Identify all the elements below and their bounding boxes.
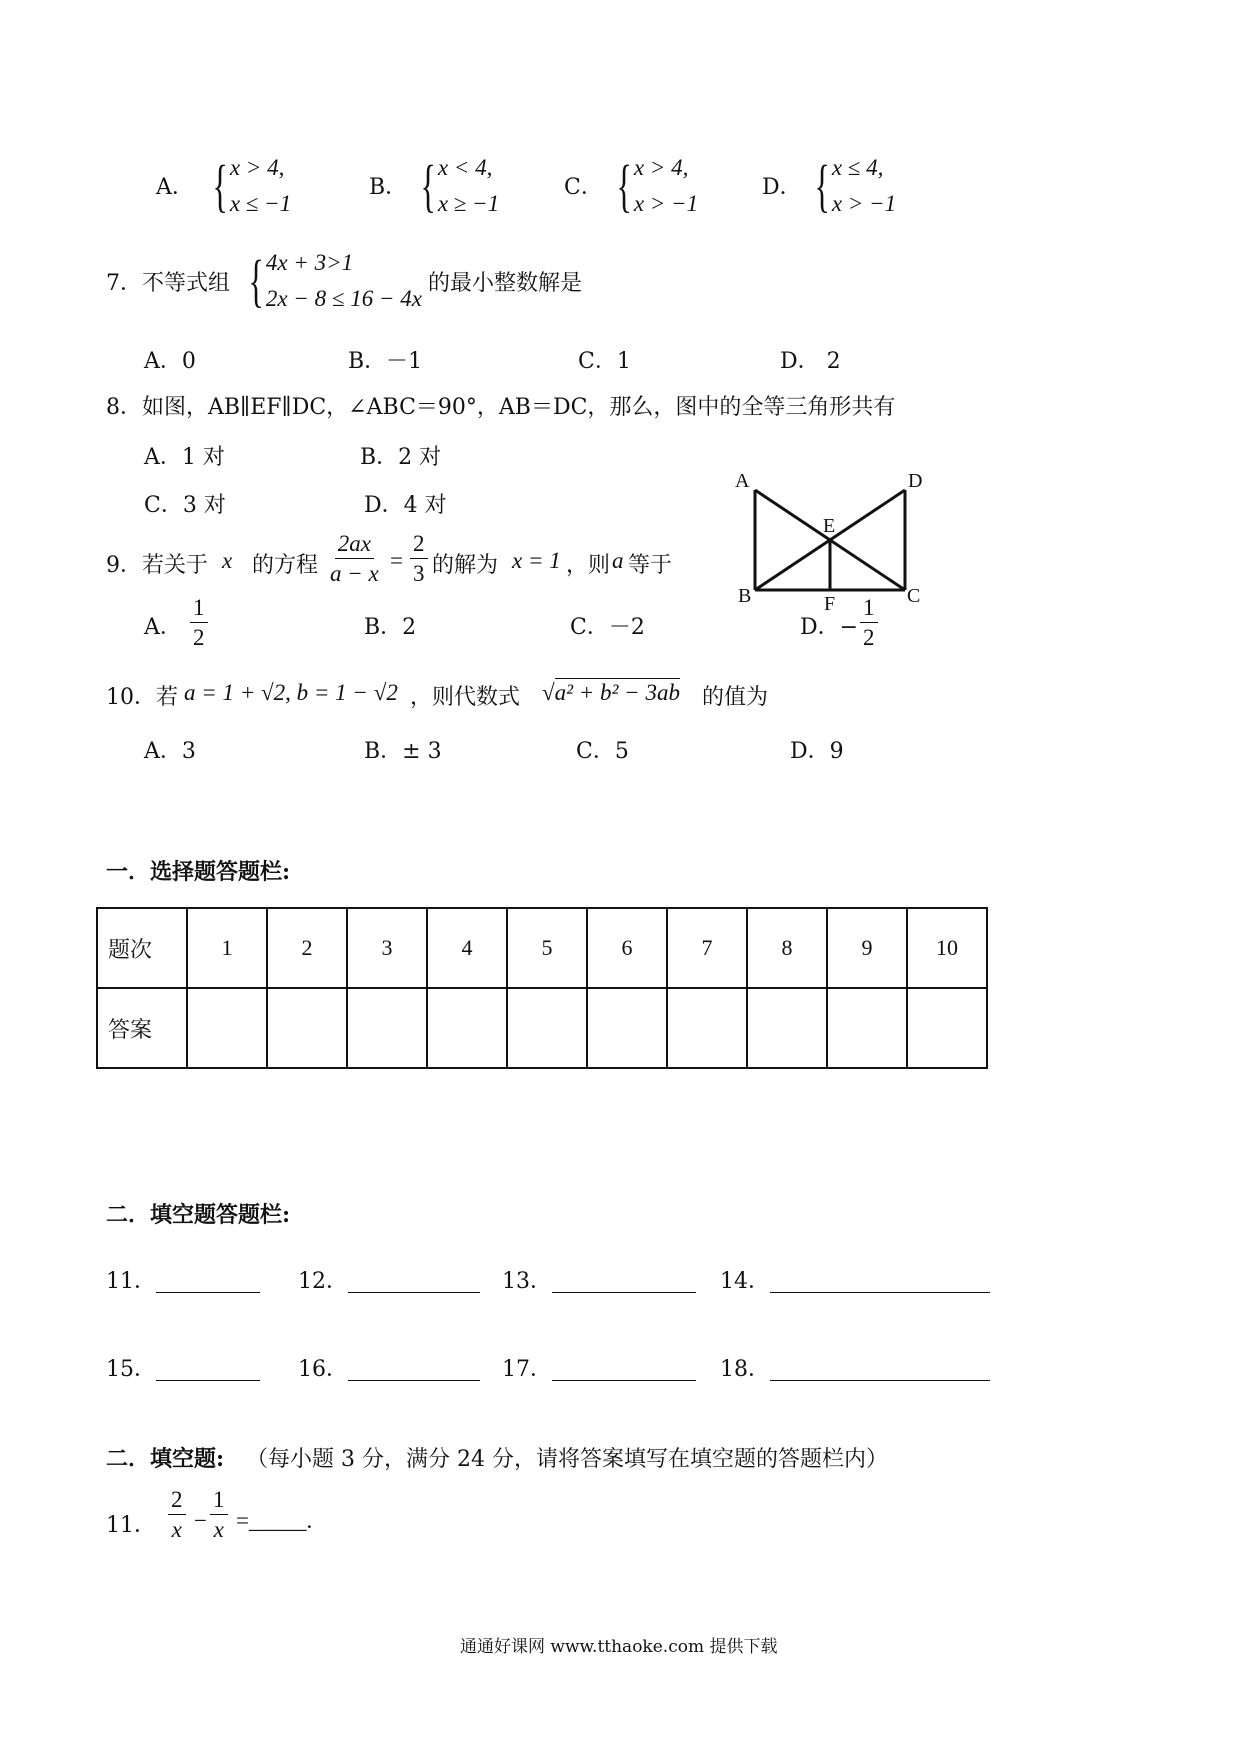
q6-b-line1: x < 4, <box>437 155 493 180</box>
answer-cell[interactable] <box>507 988 587 1068</box>
brace-icon: { <box>814 153 830 218</box>
answer-cell[interactable] <box>587 988 667 1068</box>
answer-cell[interactable] <box>667 988 747 1068</box>
figure-label-c: C <box>907 585 921 607</box>
answer-cell[interactable] <box>427 988 507 1068</box>
blank-label-11: 11． <box>106 1269 156 1294</box>
answer-table-row-numbers <box>97 908 987 988</box>
q6-option-a-system <box>200 150 291 222</box>
answer-cell[interactable] <box>187 988 267 1068</box>
q6-option-a-label: A． <box>156 175 194 200</box>
answer-blank-13[interactable] <box>552 1292 696 1293</box>
q10-option-d: D．9 <box>790 739 844 764</box>
q11-fraction-2 <box>210 1486 228 1545</box>
q8-option-a: A．1 对 <box>144 445 225 470</box>
table-cell-number: 1 <box>187 908 267 988</box>
q10-option-c: C．5 <box>576 739 629 764</box>
q6-a-line1: x > 4, <box>229 155 285 180</box>
q7-option-b: B．－1 <box>348 349 423 374</box>
q9-text-5: 等于 <box>628 553 673 578</box>
q10-text-3: 的值为 <box>702 685 769 710</box>
section3-description: （每小题 3 分，满分 24 分，请将答案填写在填空题的答题栏内） <box>246 1447 888 1472</box>
q9-option-d-fraction <box>860 594 878 653</box>
q6-c-line2: x > −1 <box>633 191 699 216</box>
q10-text-2: ，则代数式 <box>410 685 521 710</box>
answer-blank-15[interactable] <box>156 1380 260 1381</box>
brace-icon: { <box>248 248 264 313</box>
answer-blank-17[interactable] <box>552 1380 696 1381</box>
q9-frac1-den: a − x <box>330 561 379 586</box>
q9-option-c: C．－2 <box>570 615 645 640</box>
blank-label-12: 12． <box>298 1269 348 1294</box>
q10-text-1: 10．若 <box>106 685 178 710</box>
sqrt-icon: √ <box>542 680 555 705</box>
q9-frac2-num: 2 <box>410 530 428 559</box>
table-cell-number: 3 <box>347 908 427 988</box>
brace-icon: { <box>212 153 228 218</box>
table-cell-head: 题次 <box>97 908 187 988</box>
q11-f2-num: 1 <box>210 1486 228 1515</box>
q7-system <box>236 245 422 317</box>
q9-text-1: 9．若关于 <box>106 553 208 578</box>
q6-option-c-system <box>604 150 698 222</box>
brace-icon: { <box>616 153 632 218</box>
table-cell-number: 2 <box>267 908 347 988</box>
q7-line1: 4x + 3>1 <box>265 250 354 275</box>
answer-cell[interactable] <box>747 988 827 1068</box>
q9-var-x: x <box>222 548 233 573</box>
q9-option-a: A． <box>144 615 182 640</box>
q6-d-line2: x > −1 <box>831 191 897 216</box>
table-cell-number: 8 <box>747 908 827 988</box>
table-cell-number: 9 <box>827 908 907 988</box>
table-cell-number: 5 <box>507 908 587 988</box>
answer-blank-16[interactable] <box>348 1380 480 1381</box>
q11-f1-num: 2 <box>168 1486 186 1515</box>
q7-option-c: C．1 <box>578 349 631 374</box>
section2-title: 二．填空题答题栏: <box>106 1202 291 1228</box>
q10-condition: a = 1 + √2, b = 1 − √2 <box>184 680 398 705</box>
q10-radical <box>542 678 680 706</box>
q7-line2: 2x − 8 ≤ 16 − 4x <box>265 286 422 311</box>
q9-text-3: 的解为 <box>432 553 499 578</box>
figure-label-e: E <box>823 515 836 537</box>
q10-radicand: a² + b² − 3ab <box>554 680 680 705</box>
q11-minus: − <box>194 1508 207 1533</box>
brace-icon: { <box>420 153 436 218</box>
blank-label-14: 14． <box>720 1269 770 1294</box>
q9-opta-den: 2 <box>193 625 205 650</box>
answer-blank-11[interactable] <box>156 1292 260 1293</box>
q9-optd-den: 2 <box>863 625 875 650</box>
q6-b-line2: x ≥ −1 <box>437 191 500 216</box>
figure-label-a: A <box>735 470 750 492</box>
q7-prefix: 7．不等式组 <box>106 271 230 296</box>
figure-label-f: F <box>824 593 836 615</box>
section1-title: 一．选择题答题栏: <box>106 859 291 885</box>
table-cell-head: 答案 <box>97 988 187 1068</box>
section3-title: 二．填空题: <box>106 1446 225 1472</box>
answer-blank-18[interactable] <box>770 1380 990 1381</box>
q6-option-c-label: C． <box>564 175 603 200</box>
q9-option-a-fraction <box>190 594 208 653</box>
q6-c-line1: x > 4, <box>633 155 689 180</box>
q6-option-d-system <box>802 150 896 222</box>
blank-label-15: 15． <box>106 1357 156 1382</box>
q11-label: 11． <box>106 1513 156 1538</box>
answer-table <box>96 907 988 1069</box>
blank-label-16: 16． <box>298 1357 348 1382</box>
q9-fraction-left <box>330 530 379 589</box>
q9-text-4: ，则 <box>566 553 611 578</box>
page-footer: 通通好课网 www.tthaoke.com 提供下载 <box>460 1637 778 1657</box>
q10-option-a: A．3 <box>144 739 196 764</box>
q9-var-a: a <box>612 548 624 573</box>
q9-option-b: B．2 <box>364 615 417 640</box>
answer-cell[interactable] <box>907 988 987 1068</box>
q6-d-line1: x ≤ 4, <box>831 155 884 180</box>
q9-fraction-right <box>410 530 428 589</box>
q8-text: 8．如图，AB∥EF∥DC，∠ABC＝90°，AB＝DC，那么，图中的全等三角形共有 <box>106 395 896 420</box>
blank-label-17: 17． <box>502 1357 552 1382</box>
q6-a-line2: x ≤ −1 <box>229 191 292 216</box>
answer-cell[interactable] <box>347 988 427 1068</box>
q7-suffix: 的最小整数解是 <box>428 271 583 296</box>
q7-option-d: D． 2 <box>780 349 841 374</box>
q9-opta-num: 1 <box>190 594 208 623</box>
q9-frac2-den: 3 <box>413 561 425 586</box>
answer-cell[interactable] <box>827 988 907 1068</box>
q9-condition: x = 1 <box>512 548 561 573</box>
q9-text-2: 的方程 <box>252 553 319 578</box>
q8-option-c: C．3 对 <box>144 493 226 518</box>
q9-equals: = <box>390 548 403 573</box>
q10-option-b: B．± 3 <box>364 739 442 764</box>
q9-option-d: D．− <box>800 615 859 640</box>
figure-label-b: B <box>738 585 752 607</box>
geometry-figure <box>730 470 930 620</box>
q7-option-a: A．0 <box>144 349 196 374</box>
table-cell-number: 10 <box>907 908 987 988</box>
table-cell-number: 4 <box>427 908 507 988</box>
answer-cell[interactable] <box>267 988 347 1068</box>
blank-label-13: 13． <box>502 1269 552 1294</box>
q9-frac1-num: 2ax <box>335 530 374 559</box>
answer-blank-12[interactable] <box>348 1292 480 1293</box>
q11-fraction-1 <box>168 1486 186 1545</box>
q6-option-b-label: B． <box>369 175 408 200</box>
q6-option-d-label: D． <box>762 175 802 200</box>
table-cell-number: 7 <box>667 908 747 988</box>
q11-f1-den: x <box>171 1517 182 1542</box>
answer-blank-14[interactable] <box>770 1292 990 1293</box>
q9-optd-num: 1 <box>860 594 878 623</box>
figure-label-d: D <box>908 470 923 492</box>
answer-table-row-answers <box>97 988 987 1068</box>
q8-option-b: B．2 对 <box>360 445 442 470</box>
q11-f2-den: x <box>213 1517 224 1542</box>
q6-option-b-system <box>408 150 499 222</box>
q8-option-d: D．4 对 <box>364 493 447 518</box>
blank-label-18: 18． <box>720 1357 770 1382</box>
table-cell-number: 6 <box>587 908 667 988</box>
q11-tail: =_____. <box>236 1508 313 1533</box>
